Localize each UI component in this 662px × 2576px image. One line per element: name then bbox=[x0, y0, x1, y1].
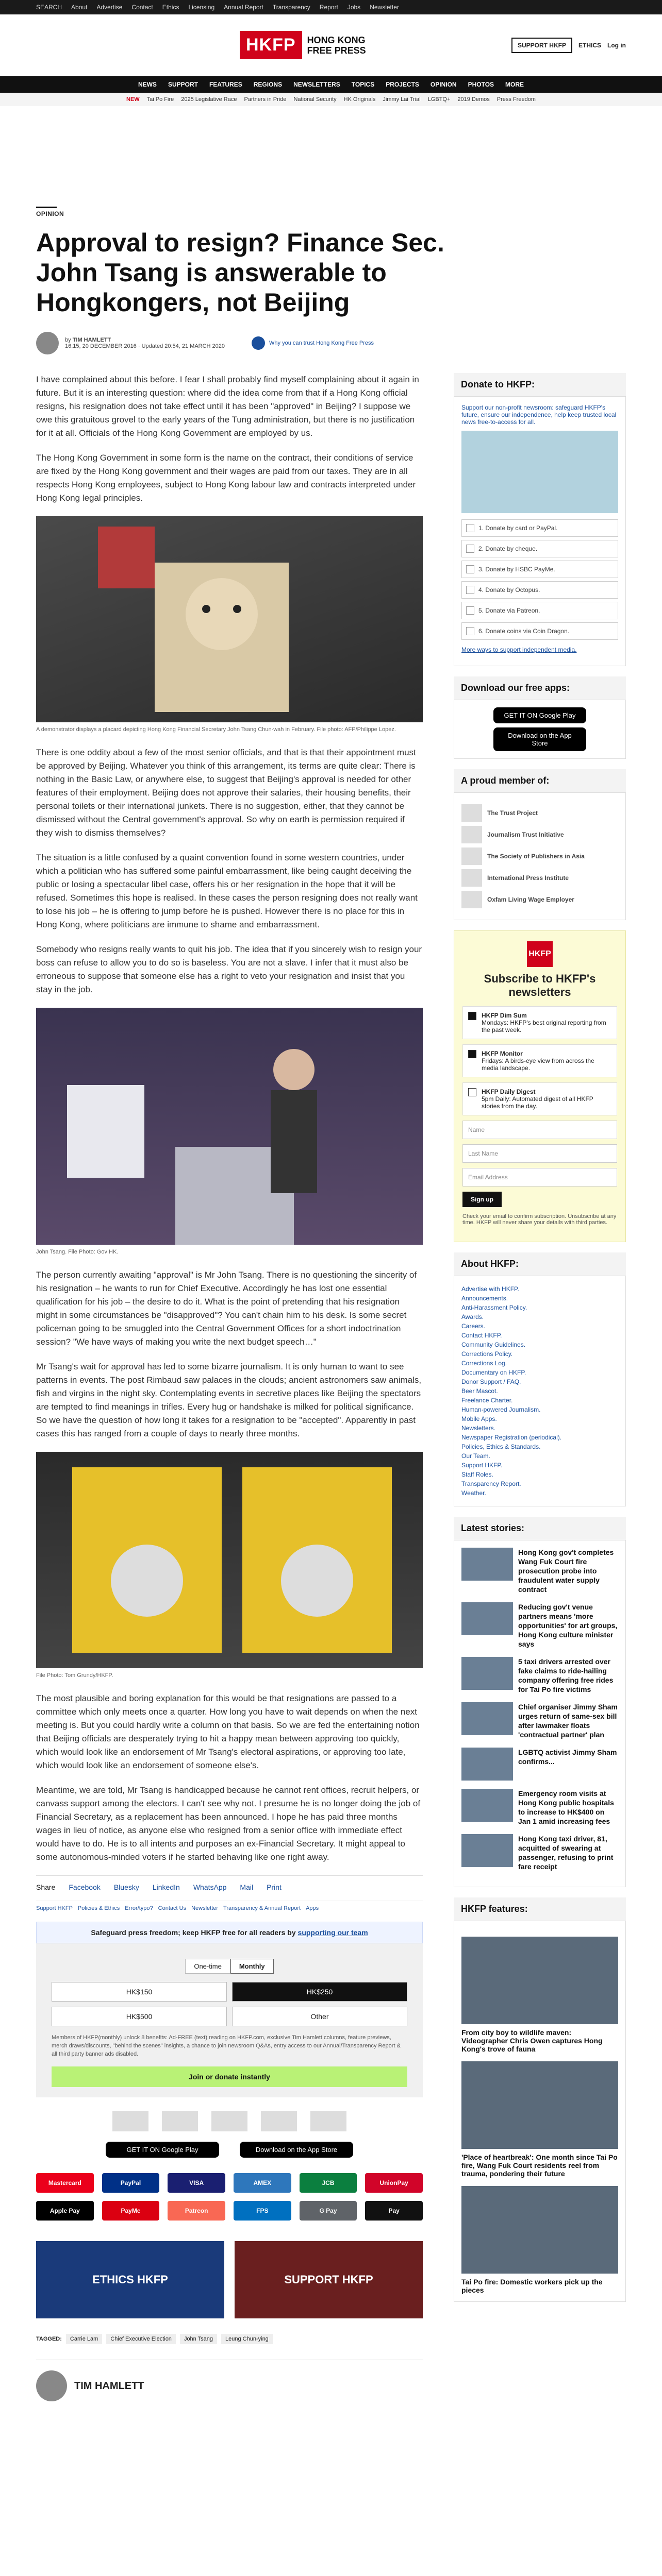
member-item[interactable] bbox=[461, 848, 618, 865]
about-link[interactable]: Freelance Charter. bbox=[461, 1397, 513, 1404]
payment-logo: Patreon bbox=[168, 2201, 225, 2221]
promo-banners bbox=[36, 2241, 423, 2318]
ipi-logo bbox=[261, 2111, 297, 2131]
amount-option[interactable]: Other bbox=[232, 2007, 407, 2026]
subnav-item[interactable]: Tai Po Fire bbox=[146, 96, 174, 103]
subnav-item[interactable]: Jimmy Lai Trial bbox=[383, 96, 421, 103]
author-box bbox=[36, 2360, 423, 2401]
article-paragraph: Somebody who resigns really wants to quit his job. The idea that if you sincerely wish to resign your boss can refuse to allow you to do so is baseless. You are not a slave. I infer that it must also be erroneous to suppose that someone else has a right to veto your resignation and insist that you stay in the job. bbox=[36, 944, 422, 994]
features-list bbox=[454, 1921, 626, 2302]
support-link[interactable]: Support HKFP bbox=[36, 1905, 73, 1911]
donate-option[interactable] bbox=[461, 561, 618, 578]
site-header bbox=[0, 14, 662, 76]
newsletter-option[interactable] bbox=[462, 1082, 617, 1115]
newsletter-title: Subscribe to HKFP's newsletters bbox=[484, 972, 596, 998]
donate-option[interactable] bbox=[461, 540, 618, 557]
donate-option-icon bbox=[466, 565, 474, 573]
photo-illustration bbox=[36, 1008, 423, 1245]
donate-option[interactable] bbox=[461, 602, 618, 619]
article-photo-tsang bbox=[36, 1008, 423, 1245]
about-link[interactable]: Weather. bbox=[461, 1489, 486, 1497]
donate-banner-link[interactable]: supporting our team bbox=[297, 1928, 368, 1937]
feature-title: From city boy to wildlife maven: Videographer Chris Owen captures Hong Kong's trove of fauna bbox=[461, 2028, 603, 2053]
newsletter-name: HKFP Dim Sum bbox=[482, 1012, 527, 1019]
newsletter-option[interactable] bbox=[462, 1044, 617, 1077]
donate-option-icon bbox=[466, 627, 474, 635]
member-logo-icon bbox=[461, 848, 482, 865]
utility-link[interactable]: Newsletter bbox=[370, 4, 399, 11]
donate-option-label: 4. Donate by Octopus. bbox=[478, 586, 540, 594]
about-link[interactable]: Corrections Log. bbox=[461, 1360, 507, 1367]
latest-list bbox=[454, 1540, 626, 1887]
article-photo-placards bbox=[36, 1452, 423, 1668]
feature-image bbox=[461, 1937, 618, 2024]
story-thumbnail bbox=[461, 1748, 513, 1781]
trust-project-logo bbox=[112, 2111, 148, 2131]
support-link[interactable]: Contact Us bbox=[158, 1905, 187, 1911]
member-name: The Society of Publishers in Asia bbox=[487, 853, 585, 860]
about-link[interactable]: Newsletters. bbox=[461, 1425, 496, 1432]
share-link[interactable]: Mail bbox=[240, 1883, 254, 1891]
trust-badge-icon bbox=[252, 336, 265, 350]
payment-logo: Mastercard bbox=[36, 2173, 94, 2193]
latest-story[interactable] bbox=[461, 1748, 618, 1781]
about-link[interactable]: Advertise with HKFP. bbox=[461, 1285, 519, 1293]
donate-option-icon bbox=[466, 606, 474, 615]
donate-option-label: 3. Donate by HSBC PayMe. bbox=[478, 566, 555, 573]
tag-link[interactable]: Carrie Lam bbox=[66, 2334, 102, 2344]
trust-link[interactable] bbox=[252, 336, 374, 350]
amount-option[interactable]: HK$500 bbox=[52, 2007, 227, 2026]
donate-banner-text: Safeguard press freedom; keep HKFP free for all readers by bbox=[91, 1928, 296, 1937]
donate-option[interactable] bbox=[461, 581, 618, 599]
newsletter-name: HKFP Daily Digest bbox=[482, 1088, 536, 1095]
tag-link[interactable]: Leung Chun-ying bbox=[221, 2334, 273, 2344]
member-item[interactable] bbox=[461, 891, 618, 908]
story-title: Reducing gov't venue partners means 'more opportunities' for art groups, Hong Kong culture minister says bbox=[518, 1603, 618, 1648]
updated-date: Updated 20:54, 21 MARCH 2020 bbox=[141, 343, 225, 349]
subnav-item[interactable]: 2025 Legislative Race bbox=[181, 96, 237, 103]
latest-story[interactable] bbox=[461, 1789, 618, 1826]
payment-logo: Pay bbox=[365, 2201, 423, 2221]
nav-item[interactable]: NEWS bbox=[138, 81, 157, 88]
about-link[interactable]: Documentary on HKFP. bbox=[461, 1369, 526, 1376]
utility-link[interactable]: Contact bbox=[131, 4, 153, 11]
nav-item[interactable]: PHOTOS bbox=[468, 81, 494, 88]
author-name[interactable]: TIM HAMLETT bbox=[72, 337, 111, 343]
about-link[interactable]: Announcements. bbox=[461, 1295, 508, 1302]
payment-logo: UnionPay bbox=[365, 2173, 423, 2193]
about-link[interactable]: Donor Support / FAQ. bbox=[461, 1378, 521, 1385]
donate-option-icon bbox=[466, 586, 474, 594]
nav-item[interactable]: FEATURES bbox=[209, 81, 242, 88]
app-store-button[interactable]: Download on the App Store bbox=[240, 2142, 353, 2158]
story-title: Chief organiser Jimmy Sham urges return of same-sex bill after lawmaker floats 'contractual partner' plan bbox=[518, 1703, 618, 1739]
about-link[interactable]: Beer Mascot. bbox=[461, 1387, 498, 1395]
photo-illustration bbox=[36, 516, 423, 722]
donate-option[interactable] bbox=[461, 622, 618, 640]
feature-story[interactable] bbox=[461, 2186, 618, 2294]
newsletter-checkbox[interactable] bbox=[468, 1088, 476, 1096]
support-hkfp-button[interactable]: SUPPORT HKFP bbox=[511, 38, 572, 53]
member-item[interactable] bbox=[461, 869, 618, 887]
member-name: Journalism Trust Initiative bbox=[487, 831, 564, 838]
donate-illustration bbox=[461, 431, 618, 513]
story-title: Hong Kong taxi driver, 81, acquitted of swearing at passenger, refusing to print fare receipt bbox=[518, 1835, 614, 1871]
sub-nav bbox=[0, 93, 662, 106]
features-title: HKFP features: bbox=[454, 1897, 626, 1921]
newsletter-field[interactable]: Email Address bbox=[462, 1168, 617, 1187]
support-promo[interactable]: SUPPORT HKFP bbox=[235, 2241, 423, 2318]
donate-panel bbox=[36, 1943, 423, 2097]
utility-link[interactable]: Licensing bbox=[188, 4, 215, 11]
story-thumbnail bbox=[461, 1657, 513, 1690]
member-name: The Trust Project bbox=[487, 809, 538, 817]
newsletter-checkbox[interactable] bbox=[468, 1050, 476, 1058]
donate-option-label: 2. Donate by cheque. bbox=[478, 545, 538, 552]
photo-illustration bbox=[36, 1452, 423, 1668]
nav-item[interactable]: PROJECTS bbox=[386, 81, 419, 88]
about-link[interactable]: Awards. bbox=[461, 1313, 484, 1320]
member-item[interactable] bbox=[461, 826, 618, 843]
payment-methods bbox=[36, 2173, 423, 2221]
share-label: Share bbox=[36, 1883, 56, 1891]
by-prefix: by bbox=[65, 337, 71, 343]
payment-logo: AMEX bbox=[234, 2173, 291, 2193]
newsletter-desc: Mondays: HKFP's best original reporting from the past week. bbox=[482, 1019, 606, 1033]
about-link[interactable]: Corrections Policy. bbox=[461, 1350, 513, 1358]
search-link[interactable]: SEARCH bbox=[36, 4, 62, 11]
byline: by TIM HAMLETT 16:15, 20 DECEMBER 2016 · Updated 20:54, 21 MARCH 2020 Why you can trust Hong Kong Free Press bbox=[36, 332, 626, 354]
share-link[interactable]: Facebook bbox=[69, 1883, 101, 1891]
apps-title: Download our free apps: bbox=[454, 676, 626, 700]
newsletter-field[interactable]: Last Name bbox=[462, 1144, 617, 1163]
section-label[interactable]: OPINION bbox=[36, 207, 57, 217]
signup-button[interactable]: Sign up bbox=[462, 1192, 502, 1207]
share-link[interactable]: WhatsApp bbox=[193, 1883, 227, 1891]
about-link[interactable]: Mobile Apps. bbox=[461, 1415, 497, 1422]
story-title: Hong Kong gov't completes Wang Fuk Court fire prosecution probe into fraudulent water supply contract bbox=[518, 1548, 614, 1594]
about-link[interactable]: Anti-Harassment Policy. bbox=[461, 1304, 527, 1311]
article-title: Approval to resign? Finance Sec. John Tsang is answerable to Hongkongers, not Beijing bbox=[36, 228, 444, 317]
article-paragraph: The most plausible and boring explanation for this would be that resignations are passed to a committee which only meets once a quarter. How long you have to wait depends on when the next meeting is. But you could hardly write a column on that basis. So we are fed the entertaining notion that Beijing officials are desperately trying to hit a happy mean between approving too quickly, which would look like an endorsement of Mr Tsang's electoral aspirations, or approving too late, which would look like an endorsement of someone else's. bbox=[36, 1693, 420, 1770]
story-thumbnail bbox=[461, 1702, 513, 1735]
article-paragraph: The situation is a little confused by a quaint convention found in some western countries, under which a politician who has suffered some painful embarrassment, like being caught deceiving the public or losing a spectacular libel case, offers his or her resignation in the hope that it will be refused. Sometimes this hope is realised. In these cases the person resigning does not really want to lose his job – he is offering to jump before he is pushed. However there is no place for this in Hong Kong, where politicians are immune to shame and embarrassment. bbox=[36, 853, 418, 929]
support-link[interactable]: Policies & Ethics bbox=[77, 1905, 120, 1911]
ethics-promo[interactable]: ETHICS HKFP bbox=[36, 2241, 224, 2318]
sopa-logo bbox=[211, 2111, 247, 2131]
support-links bbox=[36, 1901, 423, 1911]
nav-item[interactable]: SUPPORT bbox=[168, 81, 198, 88]
join-donate-button[interactable]: Join or donate instantly bbox=[52, 2066, 407, 2087]
amount-option-selected[interactable]: HK$250 bbox=[232, 1982, 407, 2002]
utility-link[interactable]: Advertise bbox=[96, 4, 123, 11]
about-list bbox=[454, 1276, 626, 1506]
member-logo-icon bbox=[461, 891, 482, 908]
new-badge: NEW bbox=[126, 96, 140, 103]
feature-story[interactable] bbox=[461, 1937, 618, 2053]
share-row bbox=[36, 1875, 423, 1891]
about-link[interactable]: Careers. bbox=[461, 1323, 486, 1330]
logo-subtitle: HONG KONG FREE PRESS bbox=[307, 35, 366, 56]
more-ways-link[interactable]: More ways to support independent media. bbox=[461, 646, 577, 653]
newsletter-name: HKFP Monitor bbox=[482, 1050, 523, 1057]
payment-logo: G Pay bbox=[300, 2201, 357, 2221]
payment-logo: PayMe bbox=[102, 2201, 160, 2221]
nav-item[interactable]: REGIONS bbox=[253, 81, 283, 88]
donate-option-label: 6. Donate coins via Coin Dragon. bbox=[478, 628, 570, 635]
about-link[interactable]: Contact HKFP. bbox=[461, 1332, 502, 1339]
feature-title: 'Place of heartbreak': One month since Tai Po fire, Wang Fuk Court residents reel from trauma, pondering their future bbox=[461, 2153, 618, 2178]
oxfam-logo bbox=[310, 2111, 346, 2131]
member-logos-row bbox=[36, 2111, 423, 2131]
newsletter-desc: Fridays: A birds-eye view from across the media landscape. bbox=[482, 1057, 594, 1072]
logo-mark: HKFP bbox=[240, 31, 302, 59]
latest-story[interactable] bbox=[461, 1702, 618, 1739]
subnav-item[interactable]: HK Originals bbox=[343, 96, 376, 103]
donate-option[interactable] bbox=[461, 519, 618, 537]
nav-item[interactable]: MORE bbox=[505, 81, 524, 88]
story-title: LGBTQ activist Jimmy Sham confirms... bbox=[518, 1748, 617, 1766]
article-body bbox=[36, 373, 423, 2401]
article-paragraph: The person currently awaiting "approval" is Mr John Tsang. There is no questioning the sincerity of his resignation – he wants to run for Chief Executive. Accordingly he has lost one essential qualification for his job – the desire to do it. What is the point of pretending that his resignation might in some circumstances be "disapproved"? You can't chain him to his desk. Is some secret policeman going to be smuggled into the Central Government Offices for a short indoctrination session? "We have ways of making you write the next budget speech…" bbox=[36, 1270, 417, 1347]
freq-monthly[interactable]: Monthly bbox=[230, 1959, 274, 1974]
about-link[interactable]: Staff Roles. bbox=[461, 1471, 493, 1478]
freq-one-time[interactable]: One-time bbox=[185, 1959, 230, 1974]
newsletter-desc: 5pm Daily: Automated digest of all HKFP stories from the day. bbox=[482, 1095, 593, 1110]
amount-option[interactable]: HK$150 bbox=[52, 1982, 227, 2002]
payment-logo: Apple Pay bbox=[36, 2201, 94, 2221]
share-link[interactable]: Bluesky bbox=[113, 1883, 139, 1891]
member-name: Oxfam Living Wage Employer bbox=[487, 896, 574, 903]
latest-title: Latest stories: bbox=[454, 1517, 626, 1540]
member-box bbox=[454, 792, 626, 920]
subnav-item[interactable]: National Security bbox=[293, 96, 337, 103]
latest-story[interactable] bbox=[461, 1548, 618, 1594]
utility-link[interactable]: Annual Report bbox=[224, 4, 263, 11]
article-paragraph: The Hong Kong Government in some form is the name on the contract, their conditions of service are fixed by the Hong Kong government and their wages are paid from our taxes. They are in all respects Hong Kong employees, subject to Hong Kong labour law and contracts interpreted under Hong Kong legal principles. bbox=[36, 453, 416, 503]
photo-caption: A demonstrator displays a placard depicting Hong Kong Financial Secretary John Tsang Chun-wah in February. File photo: AFP/Philippe Lopez. bbox=[36, 726, 396, 733]
google-play-button[interactable]: GET IT ON Google Play bbox=[106, 2142, 219, 2158]
utility-link[interactable]: Ethics bbox=[162, 4, 179, 11]
about-link[interactable]: Human-powered Journalism. bbox=[461, 1406, 541, 1413]
photo-caption: File Photo: Tom Grundy/HKFP. bbox=[36, 1672, 113, 1679]
article-paragraph: Meantime, we are told, Mr Tsang is handicapped because he cannot rent offices, recruit helpers, or canvass support among the electors. I can't see why not. I presume he is no longer doing the job of Financial Secretary, as a replacement has been announced. I hope he has paid three months wages in lieu of notice, as anyone else who resigned from a senior office with immediate effect would have to do. He is to all intents and purposes an ex-Financial Secretary. It might appeal to some autonomous-minded voters if he started behaving like one right away. bbox=[36, 1785, 421, 1862]
ethics-link[interactable]: ETHICS bbox=[578, 41, 601, 49]
member-logo-icon bbox=[461, 869, 482, 887]
feature-story[interactable] bbox=[461, 2061, 618, 2178]
nav-item[interactable]: OPINION bbox=[430, 81, 457, 88]
signup-note: Check your email to confirm subscription. Unsubscribe at any time. HKFP will never share your details with third parties. bbox=[462, 1213, 617, 1226]
story-thumbnail bbox=[461, 1602, 513, 1635]
publish-date: 16:15, 20 DECEMBER 2016 bbox=[65, 343, 137, 349]
about-link[interactable]: Transparency Report. bbox=[461, 1480, 521, 1487]
newsletter-field[interactable]: Name bbox=[462, 1121, 617, 1139]
donate-banner bbox=[36, 1922, 423, 1943]
author-avatar bbox=[36, 332, 59, 354]
story-title: 5 taxi drivers arrested over fake claims to ride-hailing company offering free rides for Tai Po fire victims bbox=[518, 1657, 614, 1693]
nav-item[interactable]: NEWSLETTERS bbox=[293, 81, 340, 88]
utility-link[interactable]: Jobs bbox=[347, 4, 361, 11]
sidebar-app-store-button[interactable]: Download on the App Store bbox=[493, 727, 586, 751]
article-paragraph: There is one oddity about a few of the most senior officials, and that is that their appointment must be approved by Beijing. Whatever you think of this arrangement, its terms are quite clear: There is nothing in the Basic Law, or anywhere else, to suggest that Beijing's approval is needed for other features of their employment. Beijing does not approve their salaries, their housing benefits, their personal toilets or their international junkets. There is no suggestion, either, that they cannot be dismissed without the Central government's approval. So why on earth is permission required if they wish to dismiss themselves? bbox=[36, 748, 416, 838]
payment-logo: FPS bbox=[234, 2201, 291, 2221]
donate-frequency bbox=[52, 1959, 407, 1974]
share-link[interactable]: LinkedIn bbox=[152, 1883, 180, 1891]
member-item[interactable] bbox=[461, 804, 618, 822]
photo-caption: John Tsang. File Photo: Gov HK. bbox=[36, 1249, 119, 1255]
donate-title: Donate to HKFP: bbox=[454, 373, 626, 396]
utility-link[interactable]: About bbox=[71, 4, 88, 11]
newsletter-option[interactable] bbox=[462, 1006, 617, 1039]
story-thumbnail bbox=[461, 1834, 513, 1867]
donate-intro[interactable]: Support our non-profit newsroom: safeguard HKFP's future, ensure our independence, help keep trusted local news free-to-access for all. bbox=[461, 404, 617, 426]
support-link[interactable]: Newsletter bbox=[191, 1905, 219, 1911]
subnav-item[interactable]: Partners in Pride bbox=[244, 96, 287, 103]
sidebar bbox=[454, 373, 626, 2401]
tags-label: TAGGED: bbox=[36, 2336, 62, 2342]
donate-box bbox=[454, 396, 626, 666]
donate-option-label: 1. Donate by card or PayPal. bbox=[478, 524, 558, 532]
newsletter-box bbox=[454, 930, 626, 1242]
payment-logo: VISA bbox=[168, 2173, 225, 2193]
main-nav bbox=[0, 76, 662, 93]
latest-story[interactable] bbox=[461, 1834, 618, 1871]
site-logo[interactable] bbox=[240, 31, 369, 59]
payment-logo: PayPal bbox=[102, 2173, 160, 2193]
about-title: About HKFP: bbox=[454, 1252, 626, 1276]
login-link[interactable]: Log in bbox=[607, 41, 626, 49]
article-paragraph: Mr Tsang's wait for approval has led to some bizarre journalism. It is only human to want to see patterns in events. The post Rimbaud saw palaces in the clouds; ancient astronomers saw animals, fish and virgins in the night sky. Contemplating events in secretive places like Beijing the spectators are tempted to find meanings in trifles. Every hug or handshake is milked for political significance. So we have the question of how long it takes for a resignation to be "accepted". Apparently in past cases this has ranged from a couple of days to nearly three months. bbox=[36, 1362, 422, 1438]
nav-item[interactable]: TOPICS bbox=[351, 81, 375, 88]
apps-box bbox=[454, 700, 626, 759]
support-link[interactable]: Error/typo? bbox=[125, 1905, 153, 1911]
author-box-avatar bbox=[36, 2370, 67, 2401]
tag-link[interactable]: John Tsang bbox=[180, 2334, 217, 2344]
latest-story[interactable] bbox=[461, 1657, 618, 1694]
donate-option-icon bbox=[466, 545, 474, 553]
utility-link[interactable]: Transparency bbox=[272, 4, 310, 11]
story-thumbnail bbox=[461, 1789, 513, 1822]
about-link[interactable]: Policies, Ethics & Standards. bbox=[461, 1443, 541, 1450]
utility-link[interactable]: Report bbox=[319, 4, 338, 11]
subnav-item[interactable]: Press Freedom bbox=[496, 96, 536, 103]
member-title: A proud member of: bbox=[454, 769, 626, 792]
tags-row bbox=[36, 2334, 423, 2344]
support-link[interactable]: Transparency & Annual Report bbox=[223, 1905, 301, 1911]
feature-title: Tai Po fire: Domestic workers pick up the pieces bbox=[461, 2278, 603, 2294]
member-name: International Press Institute bbox=[487, 874, 569, 882]
about-link[interactable]: Newspaper Registration (periodical). bbox=[461, 1434, 562, 1441]
membership-perks: Members of HKFP(monthly) unlock 8 benefits: Ad-FREE (text) reading on HKFP.com, exclusive Tim Hamlett columns, feature previews, merch draws/discounts, "behind the scenes" insights, a chance to join newsroom Q&As, entry access to our Annual/Transparency Report & all third party banner ads disabled. bbox=[52, 2035, 401, 2057]
latest-story[interactable] bbox=[461, 1602, 618, 1649]
member-logo-icon bbox=[461, 826, 482, 843]
story-title: Emergency room visits at Hong Kong public hospitals to increase to HK$400 on Jan 1 amid increasing fees bbox=[518, 1789, 614, 1825]
tag-link[interactable]: Chief Executive Election bbox=[106, 2334, 176, 2344]
author-box-name[interactable]: TIM HAMLETT bbox=[74, 2380, 144, 2392]
feature-image bbox=[461, 2061, 618, 2149]
subnav-item[interactable]: LGBTQ+ bbox=[427, 96, 451, 103]
member-logo-icon bbox=[461, 804, 482, 822]
donate-option-icon bbox=[466, 524, 474, 532]
newsletter-checkbox[interactable] bbox=[468, 1012, 476, 1020]
payment-logo: JCB bbox=[300, 2173, 357, 2193]
feature-image bbox=[461, 2186, 618, 2274]
subnav-item[interactable]: 2019 Demos bbox=[457, 96, 490, 103]
utility-bar bbox=[0, 0, 662, 14]
article-paragraph: I have complained about this before. I fear I shall probably find myself complaining about it again in future. But it is an interesting question: where did the idea come from that if a Hong Kong official resigns, his resignation does not take effect until it has been "approved" in Beijing? I suppose we owe this gratuitous grovel to the early years of the Tung administration, but there is no justification for it at all. Officials of the Hong Kong Government are employed by us. bbox=[36, 375, 419, 438]
article-photo-protest bbox=[36, 516, 423, 722]
support-link[interactable]: Apps bbox=[306, 1905, 319, 1911]
donate-amounts bbox=[52, 1982, 407, 2026]
donate-option-label: 5. Donate via Patreon. bbox=[478, 607, 540, 614]
about-link[interactable]: Community Guidelines. bbox=[461, 1341, 526, 1348]
share-link[interactable]: Print bbox=[267, 1883, 282, 1891]
about-link[interactable]: Support HKFP. bbox=[461, 1462, 503, 1469]
trust-text: Why you can trust Hong Kong Free Press bbox=[269, 340, 374, 346]
jti-logo bbox=[162, 2111, 198, 2131]
sidebar-google-play-button[interactable]: GET IT ON Google Play bbox=[493, 707, 586, 723]
newsletter-logo: HKFP bbox=[527, 941, 553, 967]
about-link[interactable]: Our Team. bbox=[461, 1452, 490, 1460]
story-thumbnail bbox=[461, 1548, 513, 1581]
